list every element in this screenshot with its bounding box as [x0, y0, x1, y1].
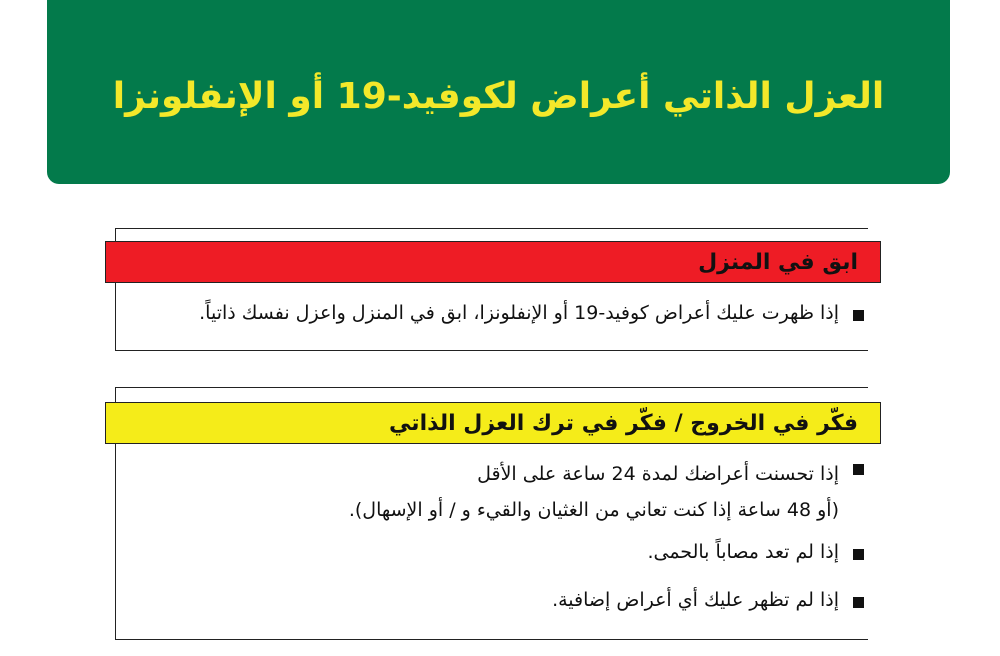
section-stay-home [115, 228, 868, 351]
list-item-text: إذا لم تعد مصاباً بالحمى. [647, 541, 839, 563]
section-heading-leave-isolation: فكّر في الخروج / فكّر في ترك العزل الذاتي [105, 402, 881, 444]
section-leave-isolation [115, 387, 868, 640]
section-heading-stay-home: ابق في المنزل [105, 241, 881, 283]
list-item [199, 302, 864, 324]
list-item [349, 456, 864, 528]
bullet-icon [853, 597, 864, 608]
bullet-icon [853, 464, 864, 475]
list-item-text: إذا تحسنت أعراضك لمدة 24 ساعة على الأقل [477, 463, 839, 485]
title-banner [47, 0, 950, 184]
list-item-text: إذا ظهرت عليك أعراض كوفيد-19 أو الإنفلونزا، ابق في المنزل واعزل نفسك ذاتياً. [199, 302, 839, 324]
page-title: العزل الذاتي أعراض لكوفيد-19 أو الإنفلونزا [112, 75, 885, 117]
bullet-icon [853, 549, 864, 560]
list-item-text: إذا لم تظهر عليك أي أعراض إضافية. [552, 589, 839, 611]
list-item [552, 589, 864, 611]
list-item [647, 541, 864, 563]
bullet-icon [853, 310, 864, 321]
list-item-text-continued: (أو 48 ساعة إذا كنت تعاني من الغثيان والقيء و / أو الإسهال). [348, 499, 839, 521]
